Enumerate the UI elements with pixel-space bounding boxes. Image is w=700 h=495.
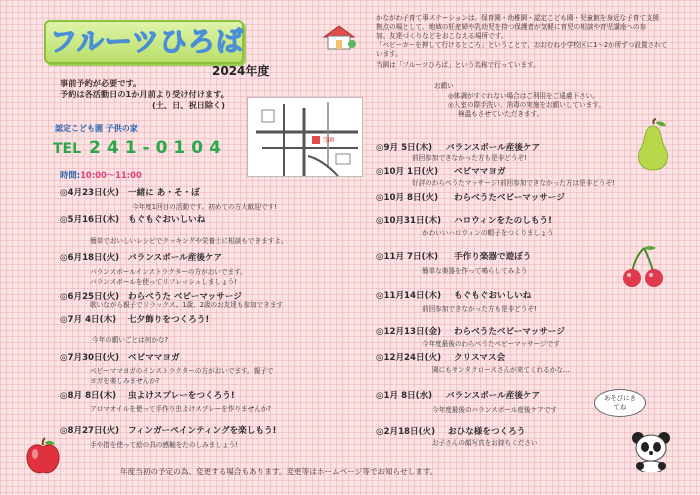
panda-icon [628,428,674,472]
pear-icon [632,118,674,172]
event-desc: 前回参加できなかった方も是非どうぞ! [412,154,527,162]
request-2: ◎入室の際手洗い、消毒の実施をお願いしています。 [448,101,605,109]
event-title: わらべうた ベビーマッサージ [128,292,242,302]
event-title: 一緒に あ・そ・ぼ [128,188,200,198]
event-date: ◎11月 7日(木) [376,252,439,262]
page-title: フルーツひろば [50,27,244,58]
event-desc: アロマオイルを使って手作り虫よけスプレーを作りませんか? [90,405,271,413]
event-title: わらべうたベビーマッサージ [454,193,565,203]
access-map [247,97,363,177]
event-title: バランスボール産後ケア [128,253,223,263]
event-date: ◎11月14日(木) [376,291,442,301]
event-desc: お子さんの顔写真をお持ちください [432,439,538,447]
event-date: ◎1月 8日(水) [376,391,433,401]
hours-value: 10:00～11:00 [80,170,142,180]
event-date: ◎12月13日(金) [376,327,442,337]
event-desc: 今年の願いごとは何かな? [92,336,169,344]
event-title: クリスマス会 [454,353,506,363]
bubble-line-1: あそびにき [604,394,636,402]
tel-prefix: TEL [53,141,82,157]
event-title: もぐもぐおいしいね [454,291,532,301]
hours-label: 時間: [60,170,81,180]
event-date: ◎8月27日(火) [60,426,120,436]
request-title: お願い [434,82,454,90]
notice-line-2: 予約は各活動日の1か月前より受け付けます。 [60,89,229,99]
event-date: ◎6月18日(火) [60,253,120,263]
intro-line-1: かながわ子育て事ステーションは、保育園・幼稚園・認定こども園・児童館を身近な子育て支援 [376,14,660,22]
event-date: ◎7月 4日(木) [60,315,117,325]
request-1: ◎体調がすぐれない場合はご利用をご遠慮下さい。 [448,92,599,100]
event-date: ◎6月25日(火) [60,292,120,302]
event-desc: 好評のわらべうたマッサージ!前回参加できなかった方は是非どうぞ! [412,179,615,187]
cherries-icon [620,244,668,288]
notice-line-3: (土、日、祝日除く) [152,100,225,110]
apple-icon [24,437,62,477]
event-date: ◎2月18日(火) [376,427,436,437]
event-desc: バランスボールを使ってリフレッシュしましょう! [90,278,237,286]
request-3: 検温もさせていただきます。 [458,110,544,118]
event-desc: ヨガを楽しみませんか? [90,377,160,385]
hours [60,169,142,181]
event-title: わらべうたベビーマッサージ [454,327,565,337]
event-date: ◎10月31日(木) [376,216,442,226]
event-title: バランスボール産後ケア [446,391,541,401]
event-date: ◎10月 8日(火) [376,193,439,203]
event-title: もぐもぐおいしいね [128,215,206,225]
event-date: ◎7月30日(火) [60,353,120,363]
bubble-line-2: てね [613,403,627,411]
intro-line-5: います。 [376,50,402,58]
house-icon [322,24,356,50]
event-date: ◎9月 5日(木) [376,143,433,153]
tel-number [53,138,227,158]
event-title: ベビママヨガ [454,167,506,177]
intro-line-4: 「ベビーカーを押して行けるところ」ということで、おおむね小学校区に1～2か所ずつ設置されて [376,41,668,49]
event-desc: 簡単な楽器を作って鳴らしてみよう [422,267,528,275]
event-desc: 今年度最後のわらべうたベビーマッサージです [422,340,560,348]
event-desc: バランスボールインストラクターの方がおいでます。 [90,268,247,276]
event-date: ◎10月 1日(火) [376,167,439,177]
event-title: ベビママヨガ [128,353,180,363]
event-desc: 園にもサンタクロースさんが来てくれるかな… [432,366,570,374]
event-desc: かわいいハロウィンの帽子をつくりましょう [422,229,554,237]
event-desc: 手や指を使って絵の具の感触をたのしみましょう! [90,441,238,449]
event-date: ◎5月16日(木) [60,215,120,225]
event-desc: 歌いながら親子でリラックス。1歳、2歳のお友達も参加できます [90,301,284,309]
footer-note: 年度当初の予定の為、変更する場合もあります。変更等はホームページ等でお知らせします。 [120,467,438,476]
event-desc: 簡単でおいしいレシピでクッキングや栄養士に相談もできますよ。 [90,237,288,245]
tel-digits: 241-0104 [89,138,227,158]
venue-name: 認定こども園 子供の家 [55,124,138,133]
event-desc: 今年度最後のバランスボール産後ケアです [432,406,558,414]
event-title: おひな様をつくろう [448,427,526,437]
event-title: 手作り楽器で遊ぼう [454,252,532,262]
intro-line-3: 加、友達づくりなどをおこなえる場所です。 [376,32,508,40]
event-title: フィンガーペインティングを楽しもう! [128,426,277,436]
event-title: バランスボール産後ケア [446,143,541,153]
speech-bubble [594,389,646,417]
event-desc: 前回参加できなかった方も是非どうぞ! [422,305,537,313]
event-title: 七夕飾りをつくろう! [128,315,210,325]
event-date: ◎8月 8日(木) [60,391,117,401]
intro-line-6: 当園は「フルーツひろば」という名称で行っています。 [376,61,540,69]
event-title: ハロウィンをたのしもう! [454,216,552,226]
event-desc: ベビーママヨガのインストラクターの方がおいでます。親子で [90,367,274,375]
notice-line-1: 事前予約が必要です。 [60,78,142,88]
map-label: 当園 [322,137,335,144]
event-desc: 今年度1回目の活動です。初めての方大歓迎です! [132,203,277,211]
event-title: 虫よけスプレーをつくろう! [128,391,235,401]
intro-line-2: 拠点の場として、地域の妊産婦や乳幼児を持つ保護者が気軽に育児の相談や育児講座への参 [376,23,647,31]
event-date: ◎4月23日(火) [60,188,120,198]
year-label: 2024年度 [212,64,270,78]
event-date: ◎12月24日(火) [376,353,442,363]
